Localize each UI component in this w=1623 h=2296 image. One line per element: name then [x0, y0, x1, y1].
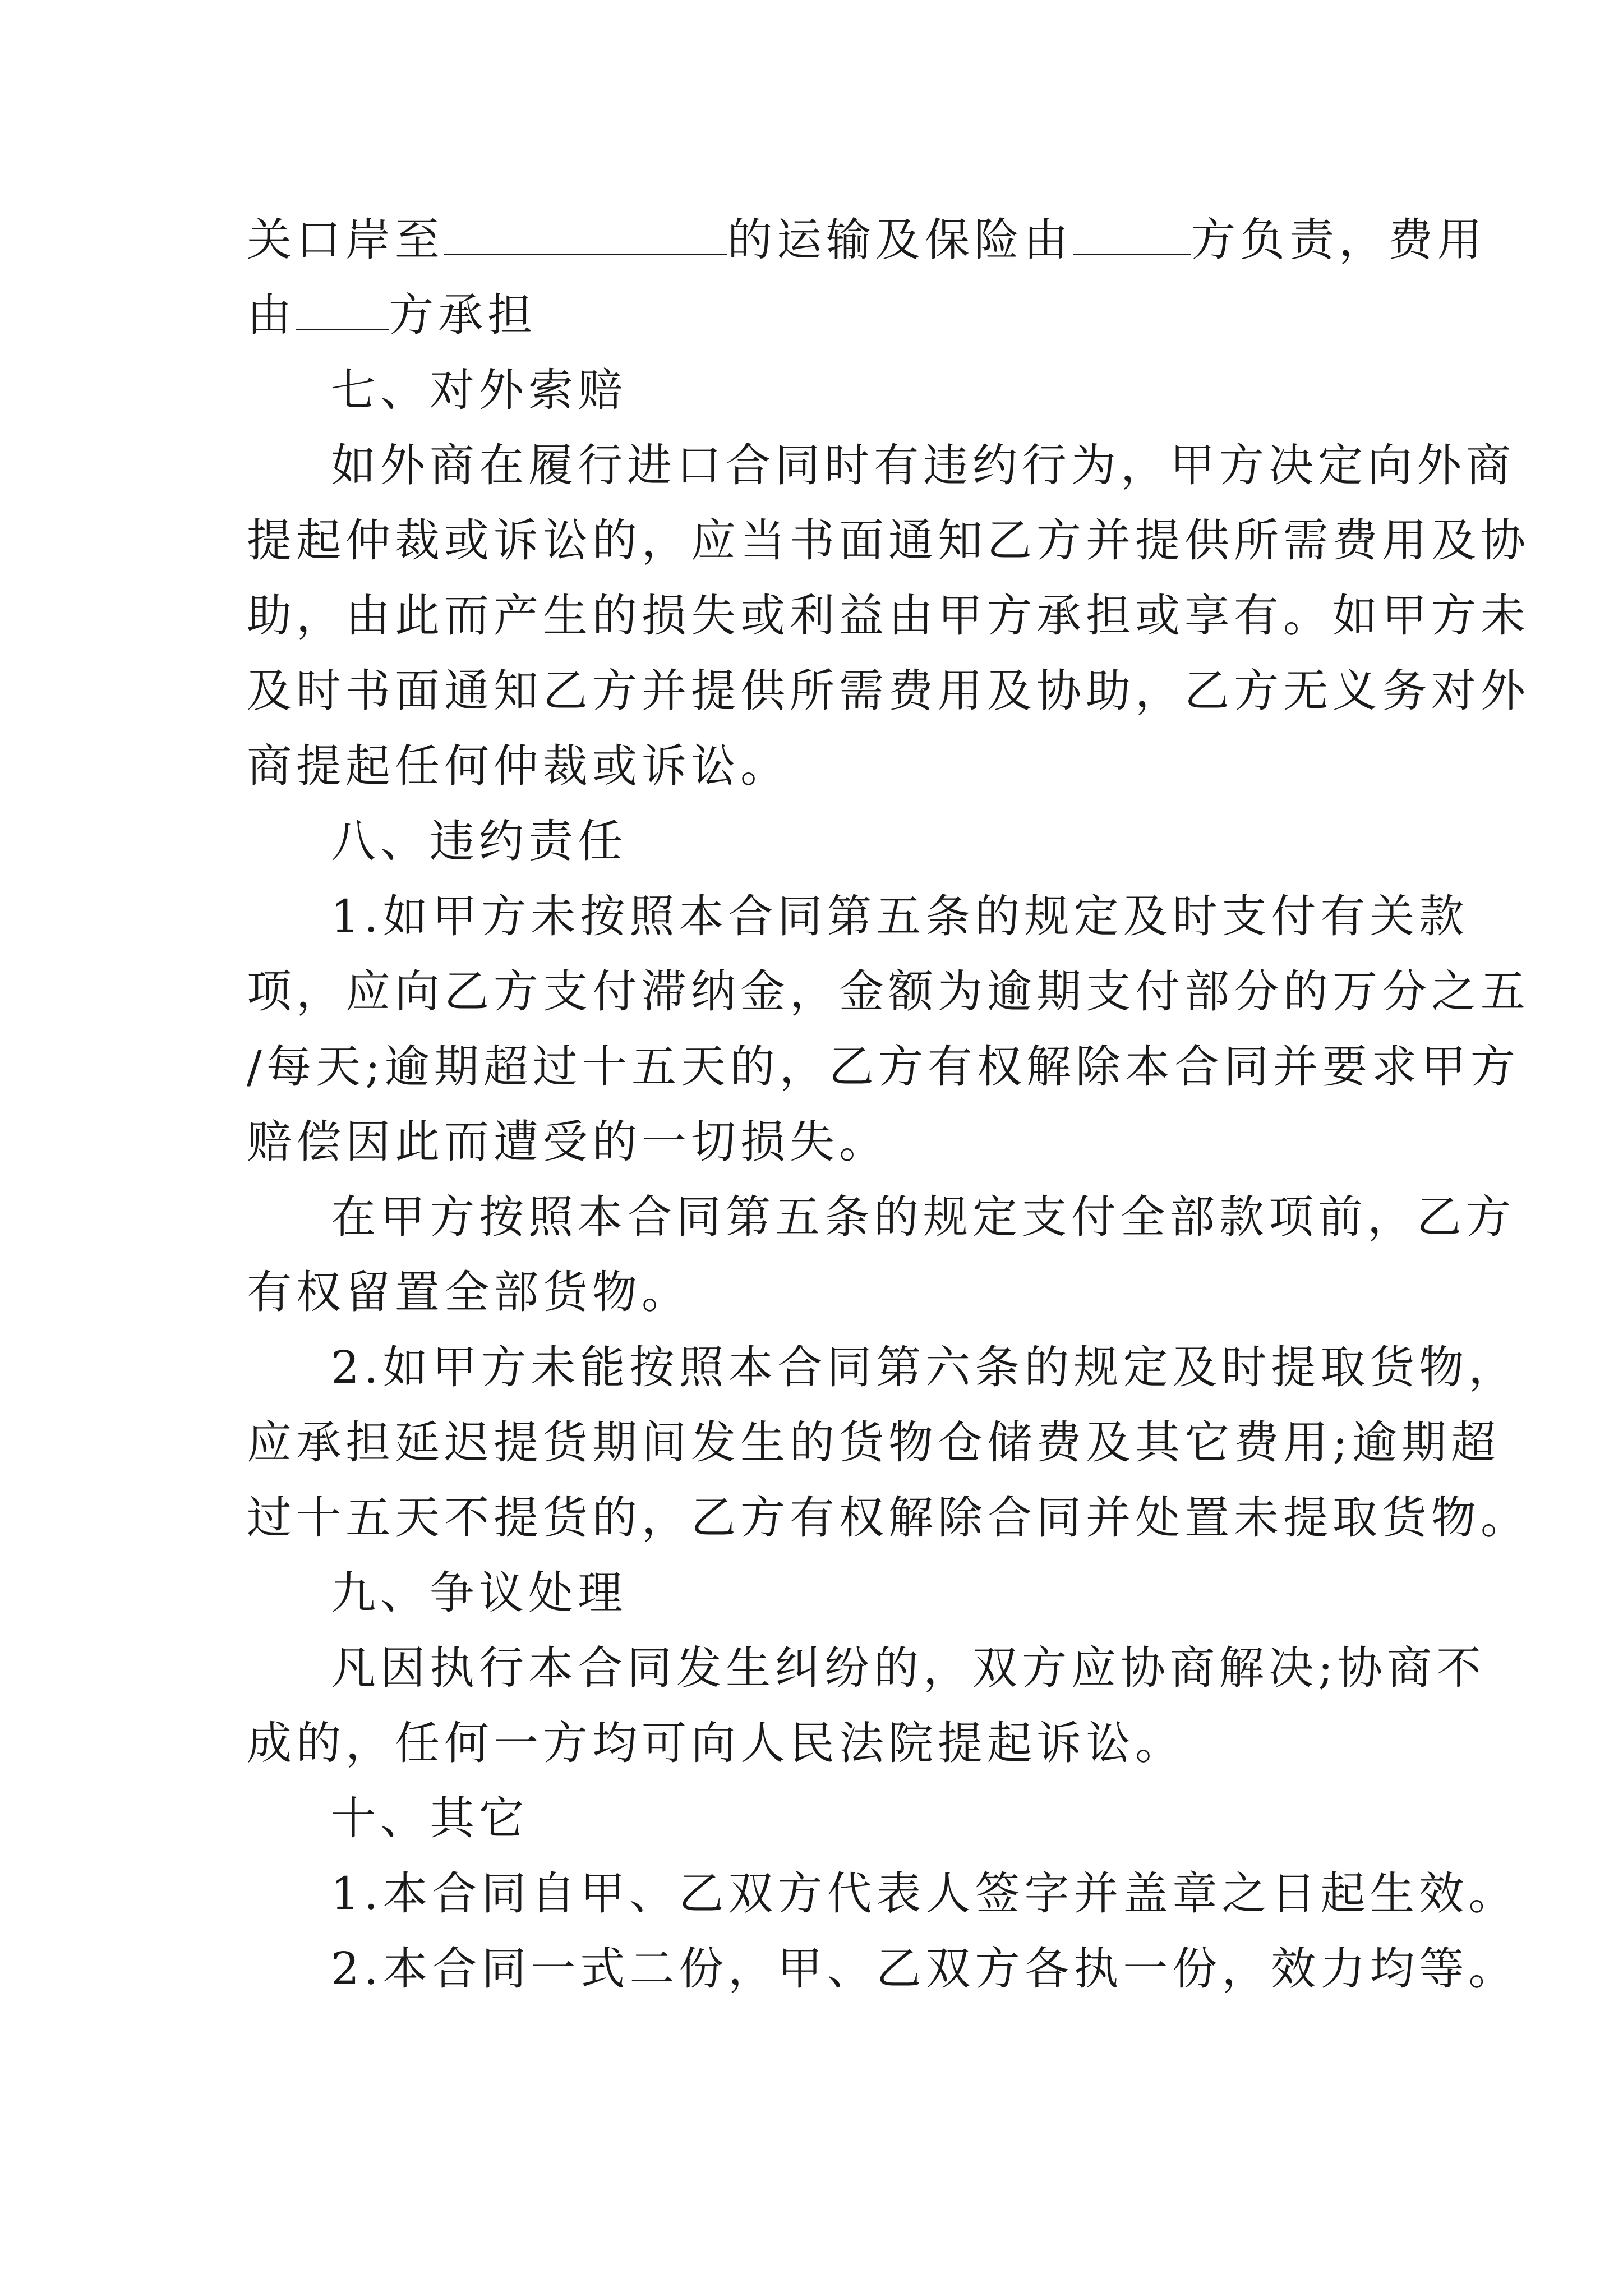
paragraph-line [247, 212, 1487, 268]
paragraph-line: 有权留置全部货物。 [247, 1266, 691, 1318]
paragraph-line: 如外商在履行进口合同时有违约行为，甲方决定向外商 [331, 439, 1515, 491]
paragraph-line: 过十五天不提货的，乙方有权解除合同并处置未提取货物。 [247, 1492, 1530, 1544]
paragraph-line: 应承担延迟提货期间发生的货物仓储费及其它费用;逾期超 [247, 1416, 1500, 1469]
paragraph-line: 赔偿因此而遭受的一切损失。 [247, 1116, 888, 1168]
paragraph-line: 提起仲裁或诉讼的，应当书面通知乙方并提供所需费用及协 [247, 514, 1530, 567]
section-heading: 九、争议处理 [331, 1567, 627, 1619]
fill-in-blank [1073, 214, 1191, 255]
fill-in-blank [444, 214, 727, 255]
section-heading: 七、对外索赔 [331, 364, 627, 416]
paragraph-line: 助，由此而产生的损失或利益由甲方承担或享有。如甲方未 [247, 590, 1530, 642]
paragraph-line: 1.本合同自甲、乙双方代表人签字并盖章之日起生效。 [331, 1867, 1518, 1920]
text-segment: 的运输及保险由 [727, 214, 1073, 266]
paragraph-line [247, 287, 537, 343]
section-heading: 八、违约责任 [331, 815, 627, 867]
paragraph-line: 2.本合同一式二份，甲、乙双方各执一份，效力均等。 [331, 1943, 1518, 1995]
text-segment: 关口岸至 [247, 214, 444, 266]
text-segment: 方负责，费用 [1191, 214, 1487, 266]
paragraph-line: 商提起任何仲裁或诉讼。 [247, 740, 790, 792]
paragraph-line: /每天;逾期超过十五天的，乙方有权解除本合同并要求甲方 [247, 1041, 1520, 1093]
paragraph-line: 及时书面通知乙方并提供所需费用及协助，乙方无义务对外 [247, 665, 1530, 717]
text-segment: 方承担 [389, 289, 537, 341]
text-segment: 由 [247, 289, 296, 341]
section-heading: 十、其它 [331, 1792, 528, 1844]
paragraph-line: 1.如甲方未按照本合同第五条的规定及时支付有关款 [331, 890, 1469, 942]
paragraph-line: 在甲方按照本合同第五条的规定支付全部款项前，乙方 [331, 1191, 1515, 1243]
paragraph-line: 2.如甲方未能按照本合同第六条的规定及时提取货物， [331, 1341, 1518, 1393]
paragraph-line: 成的，任何一方均可向人民法院提起诉讼。 [247, 1717, 1184, 1769]
paragraph-line: 凡因执行本合同发生纠纷的，双方应协商解决;协商不 [331, 1642, 1486, 1694]
fill-in-blank [296, 289, 389, 330]
paragraph-line: 项，应向乙方支付滞纳金，金额为逾期支付部分的万分之五 [247, 965, 1530, 1018]
